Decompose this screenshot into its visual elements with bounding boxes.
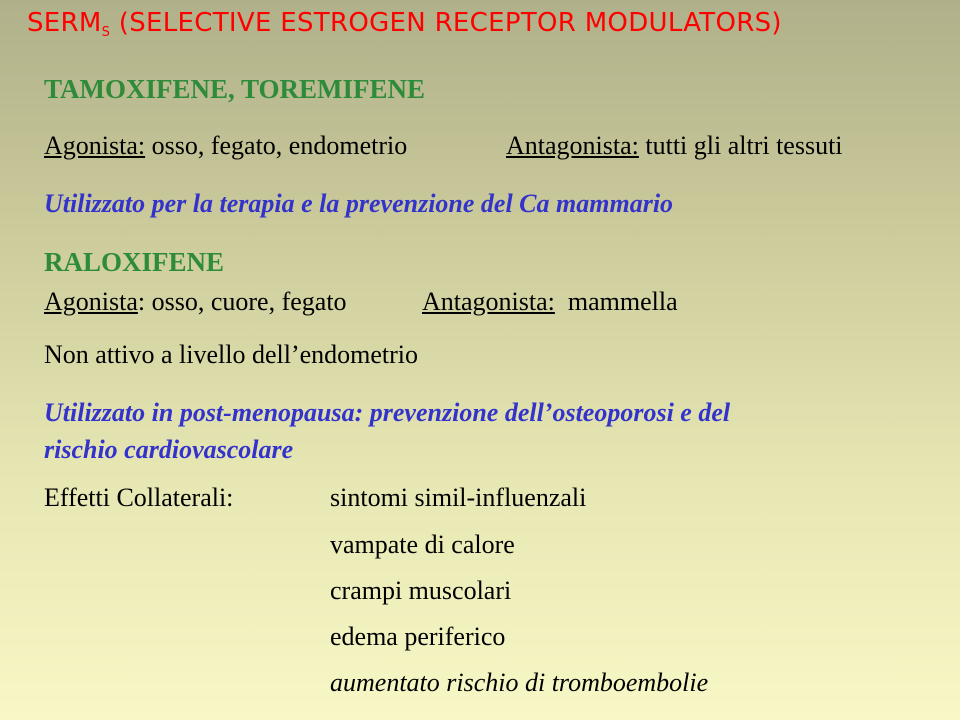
title-main: SERM: [27, 8, 102, 38]
agonist-label: Agonista:: [44, 131, 146, 160]
side-effect-item: aumentato rischio di tromboembolie: [330, 668, 709, 697]
tamoxifene-use: Utilizzato per la terapia e la prevenzione del Ca mammario: [44, 189, 674, 218]
antagonist-label: Antagonista:: [506, 131, 639, 160]
agonist-text: : osso, cuore, fegato: [137, 287, 347, 316]
raloxifene-agonist-line: [44, 287, 347, 317]
title-rest: (SELECTIVE ESTROGEN RECEPTOR MODULATORS): [110, 8, 782, 38]
side-effect-item: sintomi simil-influenzali: [330, 483, 587, 512]
raloxifene-use-line-1: Utilizzato in post-menopausa: prevenzione dell’osteoporosi e del: [44, 398, 731, 427]
tamoxifene-antagonist-line: [506, 131, 843, 161]
raloxifene-use-line-2: rischio cardiovascolare: [44, 435, 294, 464]
antagonist-label: Antagonista:: [422, 287, 555, 316]
raloxifene-note: Non attivo a livello dell’endometrio: [44, 340, 419, 369]
slide-title: [27, 8, 782, 40]
raloxifene-heading: RALOXIFENE: [44, 247, 225, 277]
agonist-label: Agonista: [44, 287, 138, 316]
side-effect-item: edema periferico: [330, 622, 506, 651]
agonist-text: osso, fegato, endometrio: [145, 131, 408, 160]
side-effects-label: Effetti Collaterali:: [44, 483, 234, 512]
antagonist-text: tutti gli altri tessuti: [638, 131, 843, 160]
side-effect-item: vampate di calore: [330, 530, 515, 559]
tamoxifene-agonist-line: [44, 131, 407, 161]
tamoxifene-heading: TAMOXIFENE, TOREMIFENE: [44, 74, 426, 104]
raloxifene-antagonist-line: [422, 287, 678, 317]
antagonist-text: mammella: [554, 287, 678, 316]
title-subscript: S: [101, 25, 111, 40]
side-effect-item: crampi muscolari: [330, 576, 512, 605]
